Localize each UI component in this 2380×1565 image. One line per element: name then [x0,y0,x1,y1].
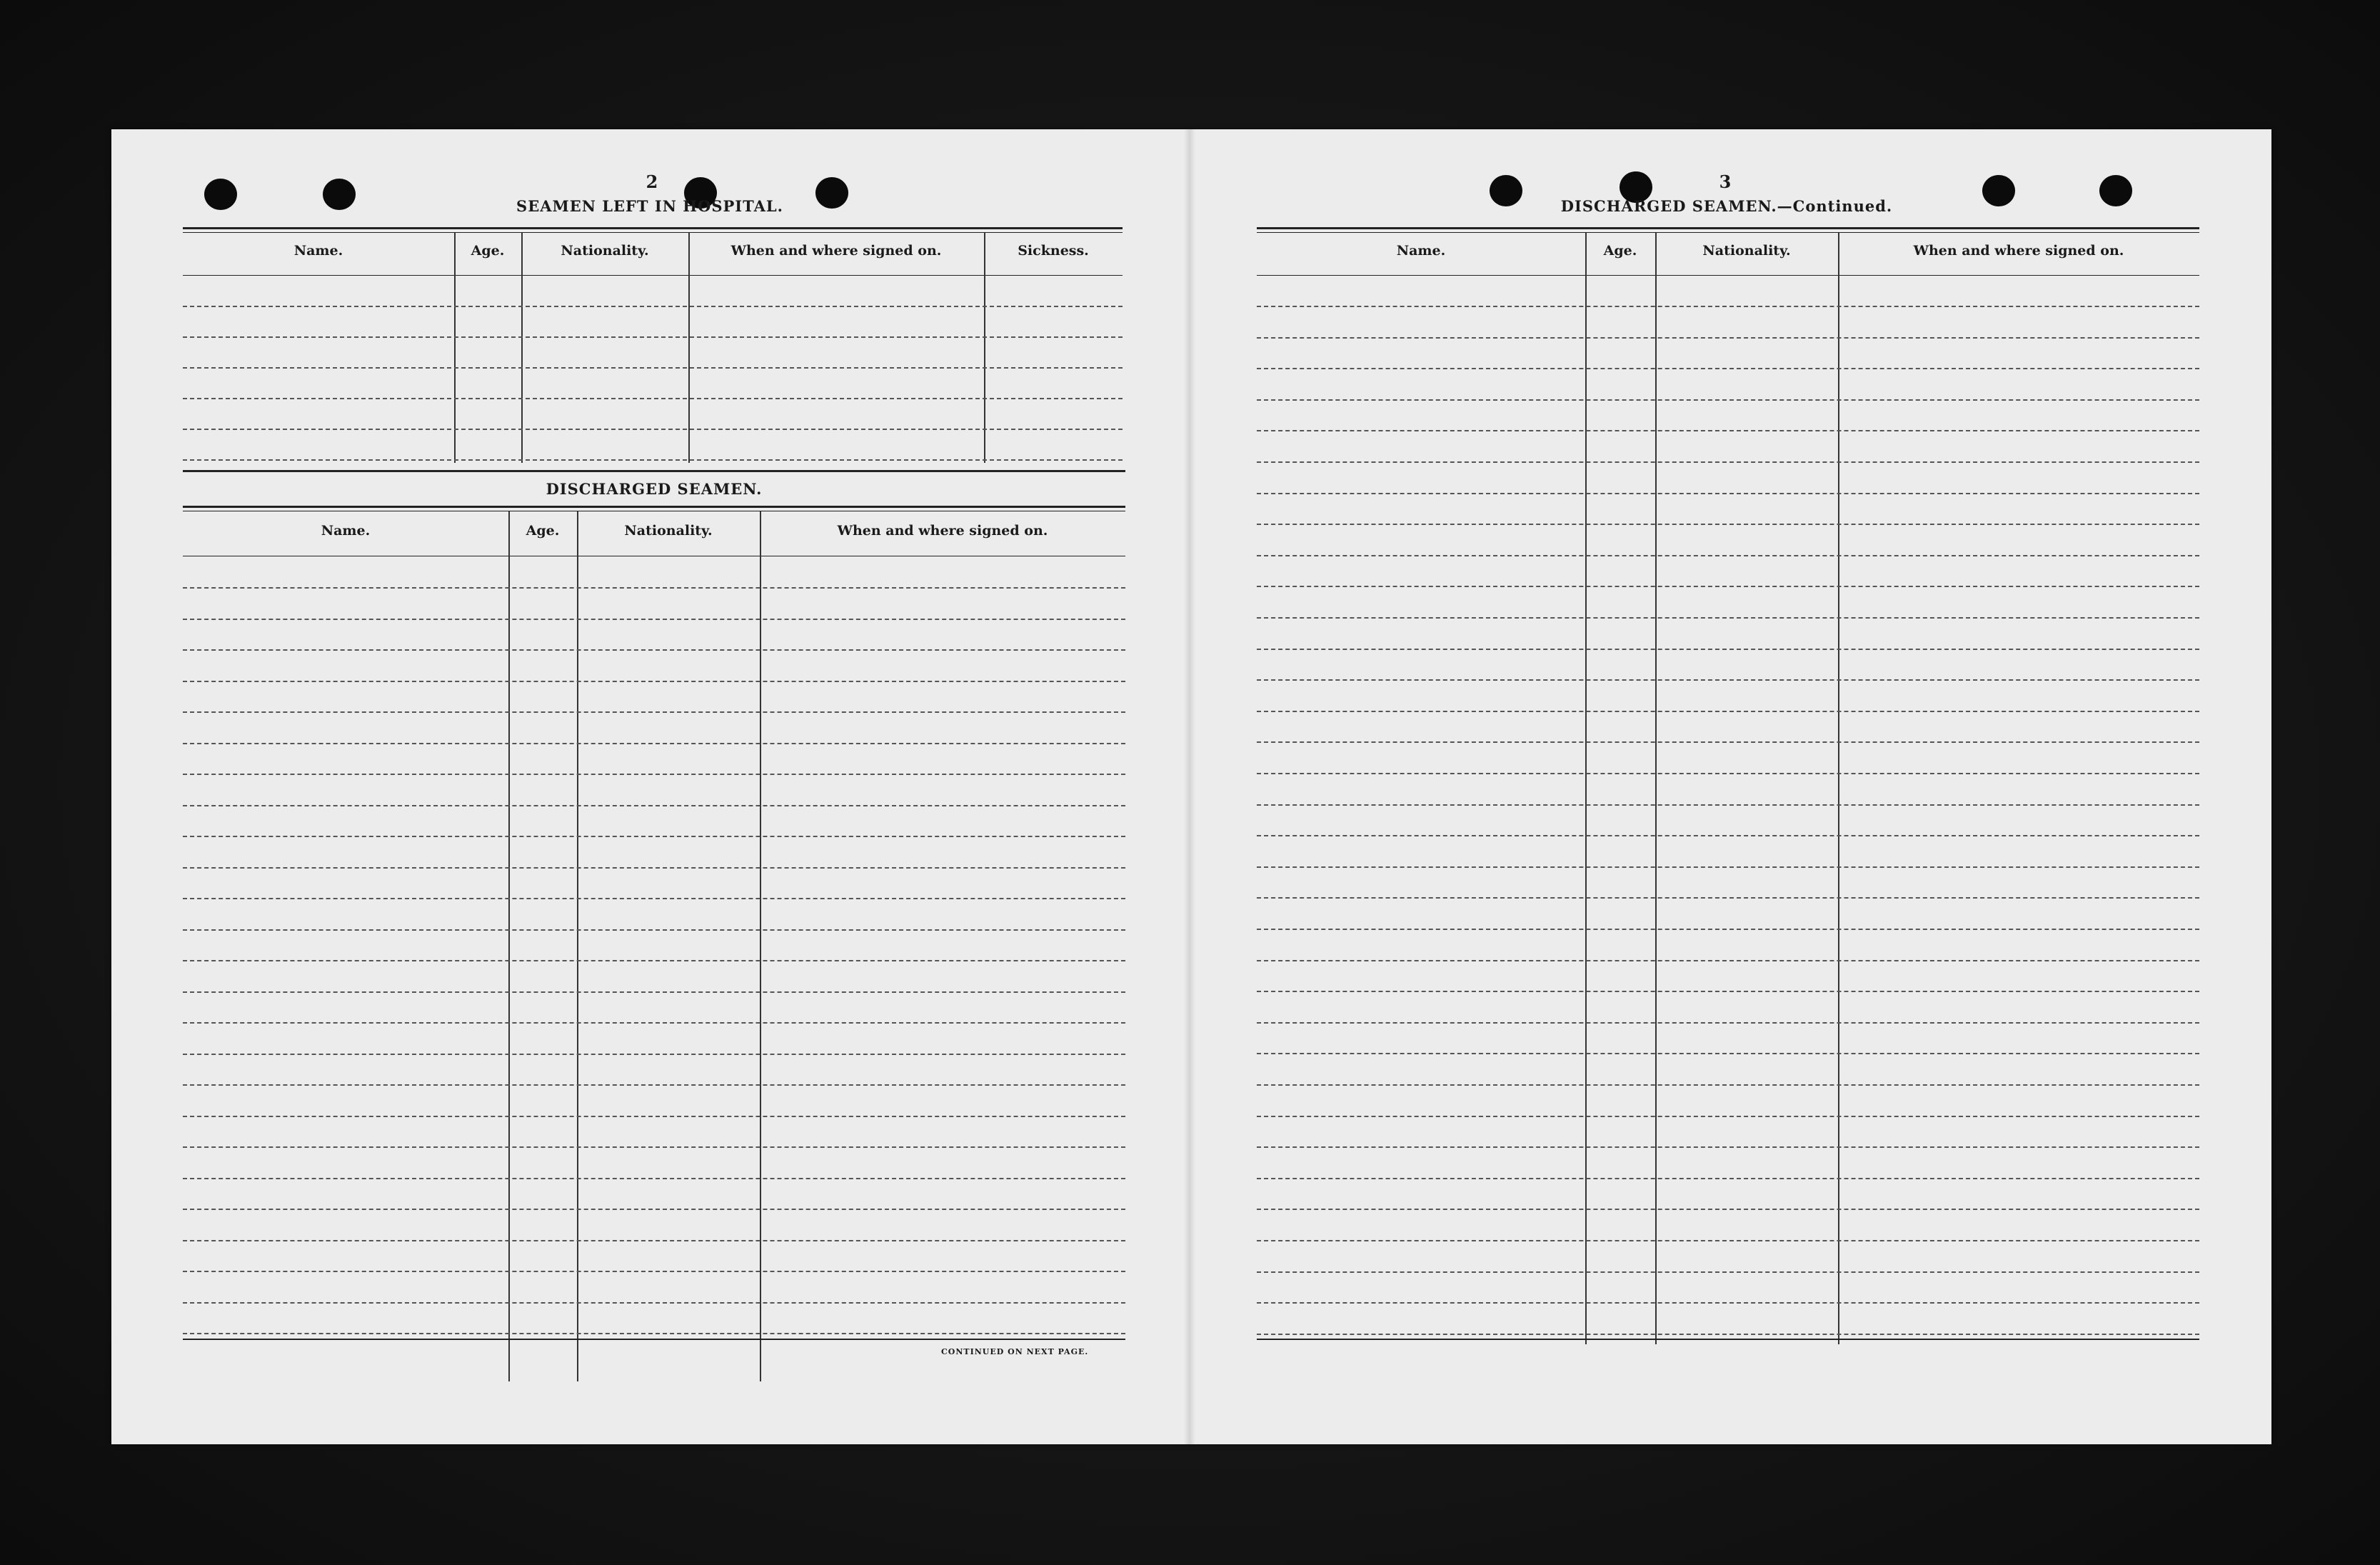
header-underline [183,275,1123,276]
table-row [183,743,1125,744]
punch-hole [204,179,237,210]
page-number-right: 3 [1719,171,1732,192]
table-row [183,367,1123,369]
column-divider [760,511,761,1381]
table-row [183,1022,1125,1024]
table-row [1257,306,2199,307]
continued-footnote: CONTINUED ON NEXT PAGE. [941,1347,1089,1356]
table-row [183,1271,1125,1272]
table-row [1257,1053,2199,1054]
discharged-section-title: DISCHARGED SEAMEN. [546,480,763,498]
table-top-rule [183,470,1125,472]
col-header-age: Age. [1603,243,1637,259]
table-row [183,429,1123,430]
table-row [183,1054,1125,1055]
table-row [183,960,1125,961]
col-header-name: Name. [321,523,371,539]
header-underline [1257,275,2199,276]
table-top-rule-thin [1257,232,2199,233]
table-row [183,991,1125,993]
table-row [1257,679,2199,681]
table-row [1257,555,2199,556]
col-header-sickness: Sickness. [1018,243,1089,259]
table-row [1257,1084,2199,1086]
table-row [183,398,1123,399]
table-row [1257,493,2199,494]
table-row [183,336,1123,338]
col-header-name: Name. [293,243,343,259]
table-row [1257,991,2199,992]
col-header-age: Age. [471,243,505,259]
table-bottom-rule [1257,1339,2199,1340]
table-row [183,459,1123,461]
table-row [1257,711,2199,712]
table-row [1257,1022,2199,1024]
table-row [183,1240,1125,1241]
hospital-table [183,227,1123,470]
col-header-signed-on: When and where signed on. [1913,243,2124,259]
table-row [1257,929,2199,930]
table-row [1257,1146,2199,1148]
table-row [1257,461,2199,463]
table-row [183,587,1125,589]
col-header-nationality: Nationality. [1702,243,1791,259]
table-row [183,836,1125,837]
table-row [1257,337,2199,339]
table-row [1257,866,2199,868]
col-header-nationality: Nationality. [624,523,713,539]
col-header-age: Age. [526,523,560,539]
discharged-continued-title: DISCHARGED SEAMEN.—Continued. [1560,197,1893,215]
table-row [1257,960,2199,961]
table-row [1257,524,2199,525]
table-row [183,619,1125,620]
table-row [1257,1240,2199,1241]
table-row [1257,741,2199,743]
table-bottom-rule [183,1339,1125,1340]
table-row [183,306,1123,307]
table-row [183,774,1125,775]
table-row [183,1116,1125,1117]
punch-hole [2099,175,2132,206]
table-row [183,1146,1125,1148]
table-row [1257,773,2199,774]
punch-hole [1490,175,1522,206]
table-row [183,898,1125,899]
center-fold [1184,129,1195,1444]
table-row [1257,368,2199,369]
table-row [1257,1116,2199,1117]
table-row [183,649,1125,651]
column-divider [577,511,578,1381]
punch-hole [323,179,356,210]
table-row [1257,1271,2199,1273]
table-row [183,1302,1125,1304]
table-top-rule [183,227,1123,229]
table-row [1257,835,2199,836]
table-top-rule [1257,227,2199,229]
table-row [1257,649,2199,650]
table-row [183,711,1125,713]
table-row [1257,1302,2199,1304]
table-top-rule-thin [183,232,1123,233]
table-row [1257,804,2199,806]
table-row [1257,897,2199,899]
column-divider [508,511,510,1381]
table-row [183,867,1125,869]
table-row [183,1209,1125,1210]
table-row [183,1333,1125,1334]
discharged-continued-table [1257,227,2199,1349]
table-row [1257,1178,2199,1179]
page-number-left: 2 [646,171,658,192]
table-row [1257,1209,2199,1210]
table-row [1257,586,2199,587]
col-header-signed-on: When and where signed on. [837,523,1048,539]
table-row [183,929,1125,931]
table-row [183,681,1125,682]
discharged-table [183,470,1125,1349]
col-header-name: Name. [1396,243,1446,259]
table-row [183,805,1125,806]
punch-hole [1982,175,2015,206]
table-row [1257,1334,2199,1335]
header-top-rule [183,506,1125,508]
table-row [1257,399,2199,401]
col-header-nationality: Nationality. [561,243,649,259]
table-row [183,1084,1125,1086]
table-row [183,1178,1125,1179]
hospital-section-title: SEAMEN LEFT IN HOSPITAL. [516,197,783,215]
table-row [1257,430,2199,431]
col-header-signed-on: When and where signed on. [730,243,942,259]
table-row [1257,617,2199,619]
